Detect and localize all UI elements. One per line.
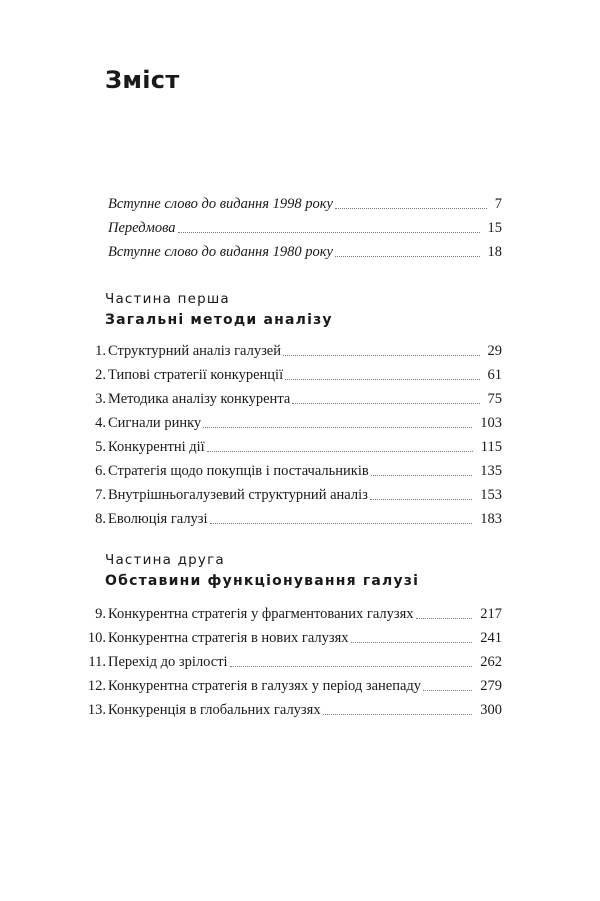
dot-leader bbox=[351, 641, 473, 643]
toc-entry-foreword-1980[interactable] bbox=[72, 242, 502, 262]
toc-number: 5. bbox=[95, 439, 106, 455]
toc-entry-foreword-1998[interactable] bbox=[72, 194, 502, 214]
toc-entry-chapter-6[interactable] bbox=[72, 461, 502, 481]
toc-entry-label: Конкурентна стратегія в галузях у період занепаду bbox=[108, 678, 422, 694]
toc-entry-label: Вступне слово до видання 1998 року bbox=[108, 196, 333, 212]
dot-leader bbox=[283, 354, 479, 356]
dot-leader bbox=[178, 231, 480, 233]
toc-entry-label: Конкурентна стратегія у фрагментованих галузях bbox=[108, 606, 414, 622]
toc-number: 3. bbox=[95, 391, 106, 407]
toc-entry-label: Методика аналізу конкурента bbox=[108, 391, 291, 407]
part-title: Загальні методи аналізу bbox=[105, 312, 333, 328]
toc-page-number: 18 bbox=[487, 244, 502, 260]
toc-entry-label: Стратегія щодо покупців і постачальників bbox=[108, 463, 369, 479]
toc-entry-label: Конкуренція в глобальних галузях bbox=[108, 702, 321, 718]
toc-number: 2. bbox=[95, 367, 106, 383]
toc-entry-chapter-7[interactable] bbox=[72, 485, 502, 505]
dot-leader bbox=[230, 665, 473, 667]
toc-page-number: 262 bbox=[480, 654, 502, 670]
toc-page-number: 29 bbox=[487, 343, 502, 359]
toc-entry-chapter-9[interactable] bbox=[72, 604, 502, 624]
toc-entry-label: Конкурентні дії bbox=[108, 439, 205, 455]
dot-leader bbox=[285, 378, 479, 380]
dot-leader bbox=[210, 522, 473, 524]
toc-entry-label: Внутрішньогалузевий структурний аналіз bbox=[108, 487, 368, 503]
toc-entry-preface[interactable] bbox=[72, 218, 502, 238]
dot-leader bbox=[292, 402, 479, 404]
toc-number: 12. bbox=[87, 678, 106, 694]
toc-entry-chapter-5[interactable] bbox=[72, 437, 502, 457]
part-label: Частина друга bbox=[105, 552, 225, 568]
toc-entry-chapter-11[interactable] bbox=[72, 652, 502, 672]
toc-number: 1. bbox=[95, 343, 106, 359]
toc-page-number: 183 bbox=[480, 511, 502, 527]
toc-page-number: 241 bbox=[480, 630, 502, 646]
toc-entry-chapter-13[interactable] bbox=[72, 700, 502, 720]
toc-page-number: 217 bbox=[480, 606, 502, 622]
toc-page-number: 300 bbox=[480, 702, 502, 718]
toc-number: 8. bbox=[95, 511, 106, 527]
toc-page-number: 153 bbox=[480, 487, 502, 503]
toc-entry-label: Сигнали ринку bbox=[108, 415, 202, 431]
toc-page-number: 115 bbox=[480, 439, 502, 455]
toc-page-number: 15 bbox=[487, 220, 502, 236]
toc-entry-chapter-4[interactable] bbox=[72, 413, 502, 433]
toc-number: 6. bbox=[95, 463, 106, 479]
dot-leader bbox=[370, 498, 472, 500]
dot-leader bbox=[207, 450, 473, 452]
toc-number: 4. bbox=[95, 415, 106, 431]
part-label: Частина перша bbox=[105, 291, 230, 307]
dot-leader bbox=[371, 474, 473, 476]
part-title: Обставини функціонування галузі bbox=[105, 573, 420, 589]
toc-entry-chapter-12[interactable] bbox=[72, 676, 502, 696]
toc-number: 11. bbox=[88, 654, 106, 670]
page-title: Зміст bbox=[105, 66, 180, 94]
toc-number: 9. bbox=[95, 606, 106, 622]
toc-entry-chapter-2[interactable] bbox=[72, 365, 502, 385]
toc-entry-label: Конкурентна стратегія в нових галузях bbox=[108, 630, 349, 646]
toc-entry-label: Структурний аналіз галузей bbox=[108, 343, 282, 359]
dot-leader bbox=[423, 689, 472, 691]
toc-page-number: 135 bbox=[480, 463, 502, 479]
toc-page-number: 103 bbox=[480, 415, 502, 431]
toc-number: 13. bbox=[87, 702, 106, 718]
toc-entry-chapter-1[interactable] bbox=[72, 341, 502, 361]
toc-entry-chapter-10[interactable] bbox=[72, 628, 502, 648]
dot-leader bbox=[203, 426, 472, 428]
toc-entry-label: Еволюція галузі bbox=[108, 511, 208, 527]
toc-entry-label: Перехід до зрілості bbox=[108, 654, 228, 670]
toc-page-number: 7 bbox=[494, 196, 502, 212]
toc-page-number: 75 bbox=[487, 391, 502, 407]
toc-entry-label: Вступне слово до видання 1980 року bbox=[108, 244, 333, 260]
toc-number: 10. bbox=[87, 630, 106, 646]
dot-leader bbox=[416, 617, 473, 619]
toc-entry-label: Передмова bbox=[108, 220, 176, 236]
dot-leader bbox=[323, 713, 473, 715]
toc-page-number: 279 bbox=[480, 678, 502, 694]
toc-entry-chapter-3[interactable] bbox=[72, 389, 502, 409]
toc-entry-chapter-8[interactable] bbox=[72, 509, 502, 529]
dot-leader bbox=[335, 207, 487, 209]
toc-page-number: 61 bbox=[487, 367, 502, 383]
toc-number: 7. bbox=[95, 487, 106, 503]
dot-leader bbox=[335, 255, 480, 257]
toc-entry-label: Типові стратегії конкуренції bbox=[108, 367, 284, 383]
